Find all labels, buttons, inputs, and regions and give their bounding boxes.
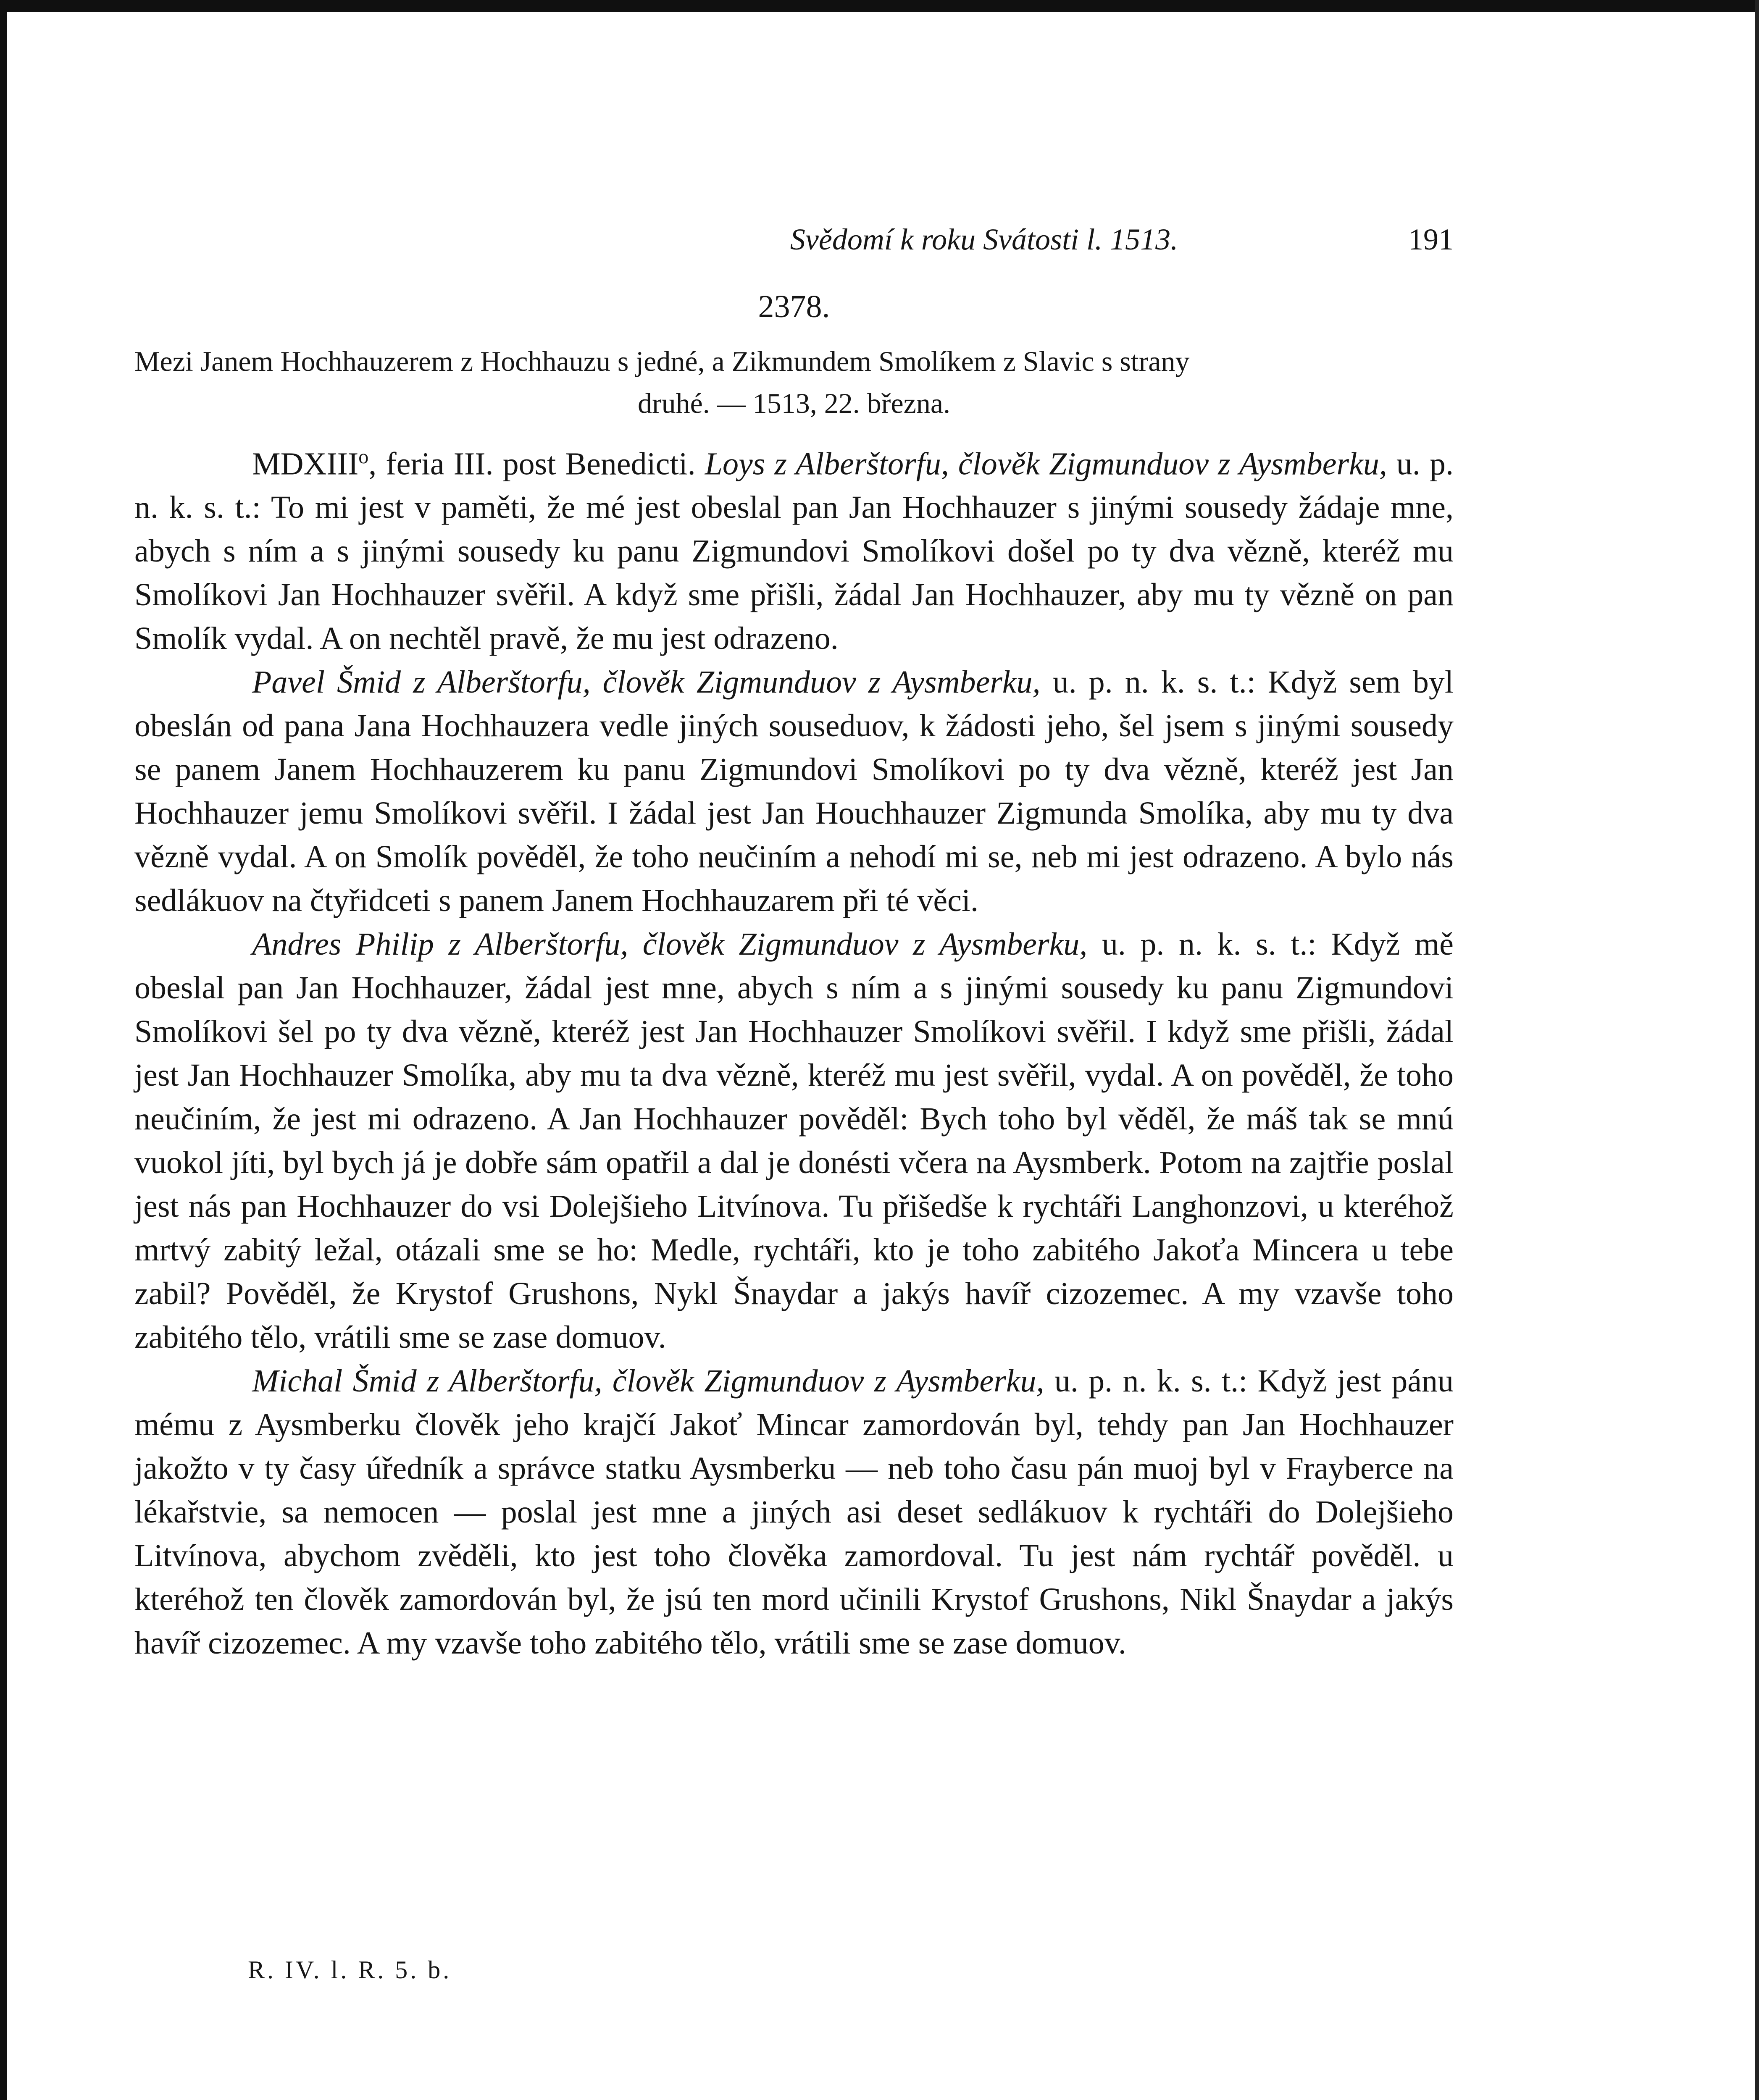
testimony-paragraph [134, 1359, 1454, 1665]
testimony-paragraph [134, 435, 1454, 660]
date-lead-superscript: o [358, 446, 369, 468]
entry-body [134, 435, 1454, 1665]
running-title: Svědomí k roku Svátosti l. 1513. [790, 223, 1178, 256]
date-lead-rest: , feria III. post Benedicti. [368, 446, 705, 482]
testimony-text: u. p. n. k. s. t.: Když sem byl obeslán od pana Jana Hochhauzera vedle jiných souseduov, k žádosti jeho, šel jsem s jinými sousedy se panem Janem Hochhauzerem ku panu Zigmundovi Smolíkovi po ty dva vězně, kteréž jest Jan Hochhauzer jemu Smolíkovi svěřil. I žádal jest Jan Houchhauzer Zigmunda Smolíka, aby mu ty dva vězně vydal. A on Smolík pověděl, že toho neučiním a nehodí mi se, neb mi jest odrazeno. A bylo nás sedlákuov na čtyřidceti s panem Janem Hochhauzarem při té věci. [134, 664, 1454, 919]
witness-name: Pavel Šmid z Alberštorfu, člověk Zigmunduov z Aysmberku, [252, 664, 1041, 700]
entry-number: 2378. [758, 289, 830, 324]
entry-heading [134, 340, 1454, 424]
entry-heading-line: Mezi Janem Hochhauzerem z Hochhauzu s jedné, a Zikmundem Smolíkem z Slavic s strany [134, 345, 1190, 377]
date-lead: MDXIII [252, 446, 359, 482]
testimony-paragraph [134, 922, 1454, 1359]
page-number: 191 [1408, 223, 1454, 256]
scan-border-left [0, 0, 7, 2100]
scan-border-right [1755, 0, 1759, 2100]
witness-name: Loys z Alberštorfu, člověk Zigmunduov z Aysmberku, [705, 446, 1387, 482]
testimony-text: u. p. n. k. s. t.: To mi jest v paměti, že mé jest obeslal pan Jan Hochhauzer s jinými sousedy žádaje mne, abych s ním a s jinými sousedy ku panu Zigmundovi Smolíkovi došel po ty dva vězně, kteréž mu Smolíkovi Jan Hochhauzer svěřil. A když sme přišli, žádal Jan Hochhauzer, aby mu ty vězně on pan Smolík vydal. A on nechtěl pravě, že mu jest odrazeno. [134, 446, 1454, 656]
witness-name: Michal Šmid z Alberštorfu, člověk Zigmunduov z Aysmberku, [252, 1363, 1044, 1399]
scan-border-top [0, 0, 1759, 12]
source-reference: R. IV. l. R. 5. b. [248, 1956, 452, 1984]
witness-name: Andres Philip z Alberštorfu, člověk Zigmunduov z Aysmberku, [252, 927, 1088, 962]
testimony-paragraph [134, 660, 1454, 922]
entry-heading-date: druhé. — 1513, 22. března. [637, 387, 950, 419]
testimony-text: u. p. n. k. s. t.: Když jest pánu mému z Aysmberku člověk jeho krajčí Jakoť Mincar zamordován byl, tehdy pan Jan Hochhauzer jakožto v ty časy úředník a správce statku Aysmberku — neb toho času pán muoj byl v Frayberce na lékařstvie, sa nemocen — poslal jest mne a jiných asi deset sedlákuov k rychtáři do Dolejšieho Litvínova, abychom zvěděli, kto jest toho člověka zamordoval. Tu jest nám rychtář pověděl. u kteréhož ten člověk zamordován byl, že jsú ten mord učinili Krystof Grushons, Nikl Šnaydar a jakýs havíř cizozemec. A my vzavše toho zabitého tělo, vrátili sme se zase domuov. [134, 1363, 1454, 1661]
testimony-text: u. p. n. k. s. t.: Když mě obeslal pan Jan Hochhauzer, žádal jest mne, abych s ním a s jinými sousedy ku panu Zigmundovi Smolíkovi šel po ty dva vězně, kteréž jest Jan Hochhauzer Smolíkovi svěřil. I když sme přišli, žádal jest Jan Hochhauzer Smolíka, aby mu ta dva vězně, kteréž mu jest svěřil, vydal. A on pověděl, že toho neučiním, že jest mi odrazeno. A Jan Hochhauzer pověděl: Bych toho byl věděl, že máš tak se mnú vuokol jíti, byl bych já je dobře sám opatřil a dal je donésti včera na Aysmberk. Potom na zajtřie poslal jest nás pan Hochhauzer do vsi Dolejšieho Litvínova. Tu přišedše k rychtáři Langhonzovi, u kteréhož mrtvý zabitý ležal, otázali sme se ho: Medle, rychtáři, kto je toho zabitého Jakoťa Mincera u tebe zabil? Pověděl, že Krystof Grushons, Nykl Šnaydar a jakýs havíř cizozemec. A my vzavše toho zabitého tělo, vrátili sme se zase domuov. [134, 927, 1454, 1355]
